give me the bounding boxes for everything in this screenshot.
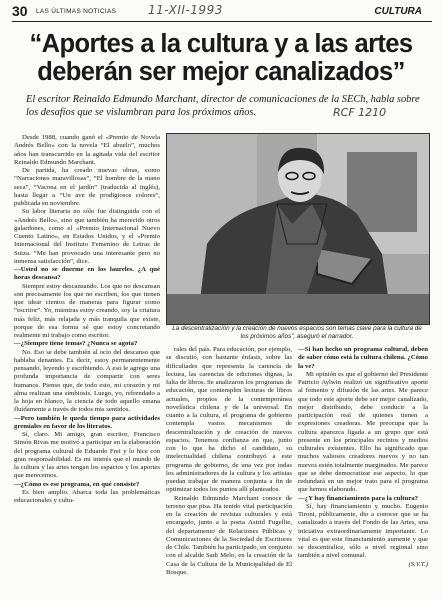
body-paragraph: rales del país. Para educación, por ejemplo, se discutió, con bastante énfasis, sobre las dificultades que representa la carencia de lectura, las carencias de ediciones dignas, la falta de libros. Se analizaron los programas de educación, que contemplen lecturas de libros actuales, propios de la contemporánea novelística chilena y de la universal. En cuanto a la cultura, el programa de gobierno contempla vastos mecanismos de descentralización y de creación de nuevos espacios. Tenemos confianza en que, junto con lo que ha dicho el candidato, su intelectualidad chilena contribuyó a este programa de gobierno, de una vez por todas los administradores de la cultura y los artistas puedan trabajar de manera conjunta a fin de optimizar todos los puntos allí planteados. <box>166 346 292 494</box>
interview-question: —¿Cómo es ese programa, en qué consiste? <box>14 480 140 488</box>
masthead-rule <box>12 21 432 22</box>
interview-question: —¿Siempre tiene temas? ¿Nunca se agota? <box>14 340 138 348</box>
body-paragraph: Sí, claro. Mi amigo, gran escritor, Francisco Simón Rivas me motivó a participar en la elaboración del programa cultural de Eduardo Frei y lo hice con gran responsabilidad. Es mi interés que el mundo de la cultura y las artes tengan los espacios y los aportes que merecemos. <box>14 431 160 480</box>
page-number: 30 <box>12 3 28 19</box>
section-label: CULTURA <box>374 6 422 17</box>
body-paragraph: Siempre estoy descansando. Los que no descansan son precisamente los que no escriben, los que tienen que idear cientos de maneras para figurar como “escritor”. Yo, mientras estoy creando, soy la criatura más feliz, más relajada y más tranquila que existe, porque de esa forma sé que estoy concretando realmente mi trabajo como escritor. <box>14 282 160 339</box>
author-photo <box>166 133 430 325</box>
article-column-1 <box>14 134 160 590</box>
article-column-2 <box>166 346 292 590</box>
deck: El escritor Reinaldo Edmundo Marchant, director de comunicaciones de la SECh, habla sobre los desafíos que se vislumbran para los próximos años. <box>26 94 420 118</box>
body-paragraph: De partida, ha creado nuevas obras, como “Narraciones maravillosas”, “El hombre de la mano seca”, “Vacona en el jardín” (traducida al inglés), hasta llegar a “Un ave de prodigiosos colores”, publicada en noviembre. <box>14 167 160 207</box>
publication-name: LAS ÚLTIMAS NOTICIAS <box>36 8 117 15</box>
interview-question: —Usted no se duerme en los laureles. ¿A qué horas descansa? <box>14 266 160 282</box>
author-photo-illustration <box>167 134 429 324</box>
interview-question: —Si han hecho un programa cultural, deben de saber cómo está la cultura chilena. ¿Cómo la ve? <box>298 346 428 370</box>
author-signature: (S.V.T.) <box>408 560 428 568</box>
masthead <box>12 4 432 20</box>
handwritten-date: 11-XII-1993 <box>148 3 223 17</box>
photo-caption: La descentralización y la creación de nuevos espacios son temas clave para la cultura de los próximos años”, aseguró el narrador. <box>172 325 422 340</box>
interview-question: —Pero también le queda tiempo para actividades gremiales en favor de los literatos. <box>14 414 160 430</box>
body-paragraph: Sí, hay financiamiento y mucho. Eugenio Tironi, públicamente, dio a conocer que se ha canalizado a través del Fondo de las Artes, una iniciativa extraordinariamente importante. Lo vital es que este financiamiento aumente y que se descentralice, sólo a nivel regional sino también a nivel comunal. <box>298 502 428 560</box>
body-paragraph: Su labor literaria no sólo fue distinguida con el «Andrés Bello», sino que también ha merecido otros galardones, como el «Premio Internacional Nuevo Cuento Latino», en Estados Unidos, y el «Premio Internacional del Instituto Femenino de Letras de Suiza. “Me han provocado una interesante pero no inmensa satisfacción”, dice. <box>14 208 160 265</box>
body-paragraph: Reinaldo Edmundo Marchant conoce de terreno que pisa. Ha tenido vital participación en la creación de revistas culturales y está encargado, junto a la poeta Astrid Fugellie, del departamento de Relaciones Públicas y Comunicaciones de la Sociedad de Escritores de Chile. También ha participado, en conjunto con el alcalde Sadi Melo, en la creación de la Casa de la Cultura de la Municipalidad de El Bosque. <box>166 494 292 576</box>
body-paragraph: Desde 1988, cuando ganó el «Premio de Novela Andrés Bello» con la novela “El abuelo”, muchos años han transcurrido en la agitada vida del escritor Reinaldo Edmundo Marchant. <box>14 134 160 166</box>
interview-question: —¿Y hay financiamiento para la cultura? <box>298 494 418 502</box>
article-column-3 <box>298 346 428 590</box>
body-paragraph: Es bien amplio. Abarca toda las problemáticas educacionales y cultu- <box>14 488 160 504</box>
headline: “Aportes a la cultura y a las artes deberán ser mejor canalizados” <box>29 30 413 86</box>
body-paragraph: No. Eso se debe también al ocio del descanso que hablaba denantes. Es decir, estoy permanentemente pensando, leyendo y escribiendo. A eso le agrego una profunda importancia de compartir con seres humanos. Pienso que, de todo esto, mi corazón y mi alma realizan una simbiosis. Luego, yo, refrendado a la hoja en blanco, la ciencia de todo aquello emana fluidamente a través de todos mis sentidos. <box>14 348 160 414</box>
handwritten-mark: RCF 1210 <box>333 106 387 119</box>
body-paragraph: Mi opinión es que el gobierno del Presidente Patricio Aylwin realizó un significativo aporte al fomento y difusión de las artes. Me parece que todo este aporte debe ser mejor canalizado, mejor distribuido, debe conducir a la participación real de quienes tienen a expresiones creadoras. Me preocupa que la cultura aparezca ligada a un grupo que está presente en los principales recintos y medios culturales existentes. Ello ha significado que muchos valiosos creadores nuevos y no tan nuevos estén totalmente marginados. Me parece que se debe democratizar ese aspecto, lo que redundará en un mejor trato para el programa que hemos elaborado. <box>298 370 428 494</box>
